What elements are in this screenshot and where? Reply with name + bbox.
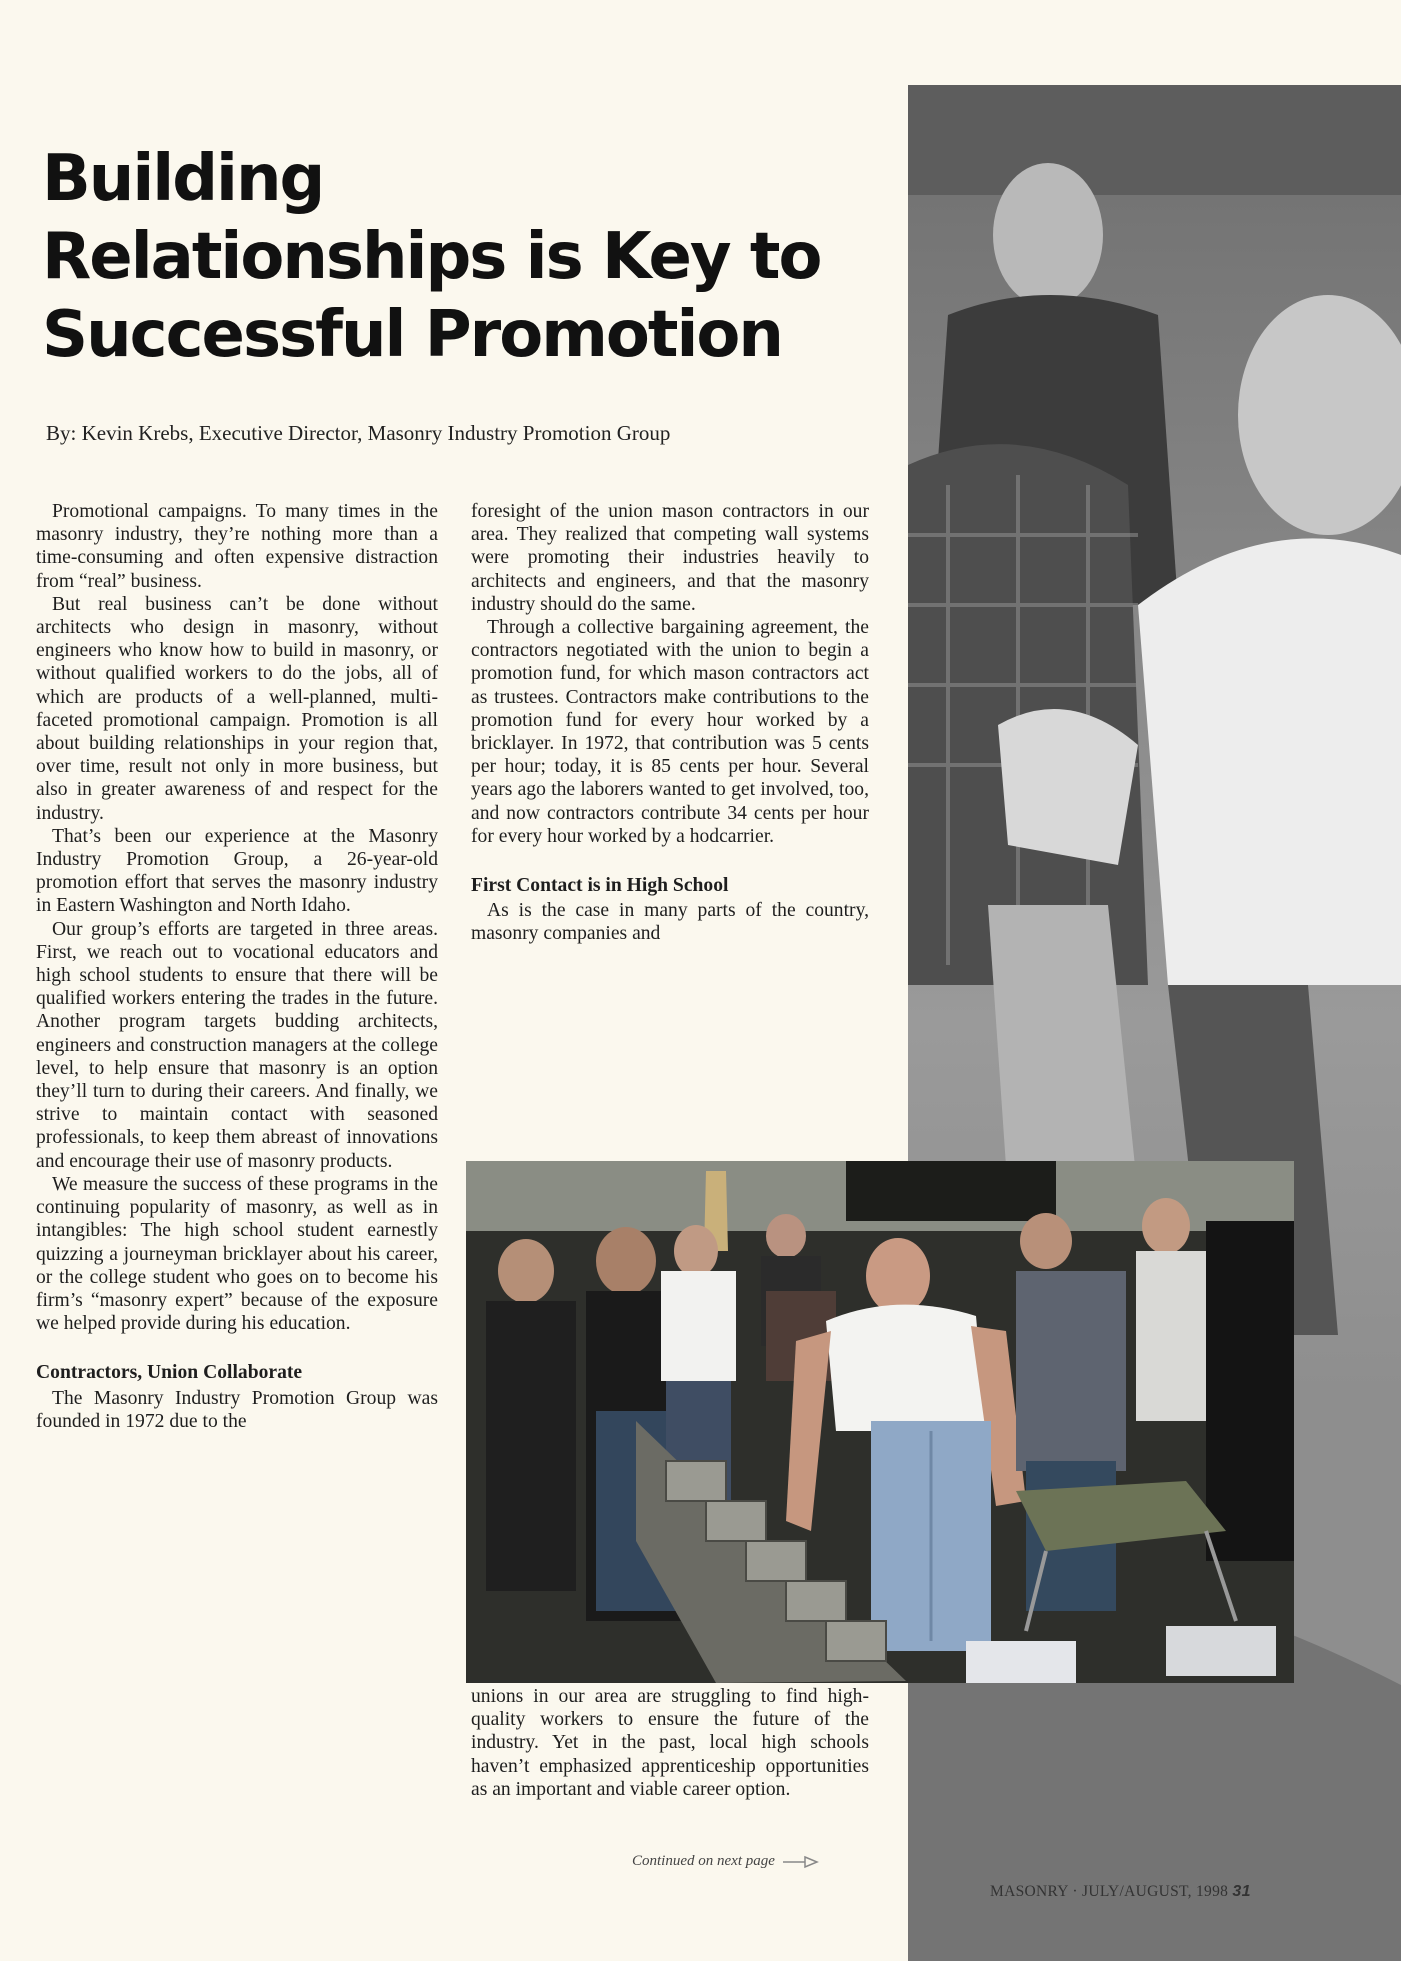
paragraph: That’s been our experience at the Masonry Industry Promotion Group, a 26-year-old promotion effort that serves the masonry industry in Eastern Washington and North Idaho.: [36, 825, 438, 917]
paragraph: Through a collective bargaining agreement, the contractors negotiated with the union to begin a promotion fund, for which mason contractors act as trustees. Contractors make contributions to the promotion fund for every hour worked by a bricklayer. In 1972, that contribution was 5 cents per hour; today, it is 85 cents per hour. Several years ago the laborers wanted to get involved, too, and now contractors contribute 34 cents per hour for every hour worked by a hodcarrier.: [471, 617, 869, 847]
paragraph: As is the case in many parts of the country, masonry companies and: [471, 900, 869, 945]
headline-line: Successful Promotion: [42, 298, 782, 372]
page-footer: [990, 1883, 1251, 1901]
continued-note: [632, 1853, 821, 1870]
section-heading: First Contact is in High School: [471, 875, 729, 897]
paragraph: Our group’s efforts are targeted in three areas. First, we reach out to vocational educators and high school students to ensure that there will be qualified workers entering the trades in the future. Another program targets budding architects, engineers and construction managers at the college level, to help ensure that masonry is an option they’ll turn to during their careers. And finally, we strive to maintain contact with seasoned professionals, to keep them abreast of innovations and encourage their use of masonry products.: [36, 918, 438, 1172]
paragraph: We measure the success of these programs in the continuing popularity of masonry, as well as in intangibles: The high school student earnestly quizzing a journeyman bricklayer about his career, or the college student who goes on to become his firm’s “masonry expert” because of the exposure we helped provide during his education.: [36, 1173, 438, 1335]
arrow-icon: [779, 1855, 821, 1869]
publication-info: MASONRY · JULY/AUGUST, 1998: [990, 1883, 1229, 1900]
page-number: 31: [1232, 1883, 1251, 1900]
article-column-2-continued: [471, 1685, 869, 1801]
headline: [42, 140, 902, 374]
paragraph: But real business can’t be done without architects who design in masonry, without engineers who know how to build in masonry, or without qualified workers to do the jobs, all of which are products of a well-planned, multi-faceted promotional campaign. Promotion is all about building relationships in your region that, over time, result not only in more business, but also in greater awareness of and respect for the industry.: [36, 593, 438, 824]
paragraph: The Masonry Industry Promotion Group was founded in 1972 due to the: [36, 1387, 438, 1432]
byline: By: Kevin Krebs, Executive Director, Masonry Industry Promotion Group: [46, 421, 671, 445]
article-column-1: [36, 500, 438, 1433]
article-column-2: [471, 500, 869, 946]
section-heading: Contractors, Union Collaborate: [36, 1362, 303, 1384]
paragraph: Promotional campaigns. To many times in the masonry industry, they’re nothing more than a time-consuming and often expensive distraction from “real” business.: [36, 501, 438, 592]
paragraph: foresight of the union mason contractors in our area. They realized that competing wall systems were promoting their industries heavily to architects and engineers, and that the masonry industry should do the same.: [471, 501, 869, 615]
headline-line: Relationships is Key to: [42, 220, 821, 294]
continued-text: Continued on next page: [632, 1853, 775, 1869]
paragraph: unions in our area are struggling to find high-quality workers to ensure the future of the industry. Yet in the past, local high schools haven’t emphasized apprenticeship opportunities as an important and viable career option.: [471, 1686, 869, 1800]
bricklaying-demo-photo: [466, 1161, 1294, 1683]
headline-line: Building: [42, 142, 324, 216]
